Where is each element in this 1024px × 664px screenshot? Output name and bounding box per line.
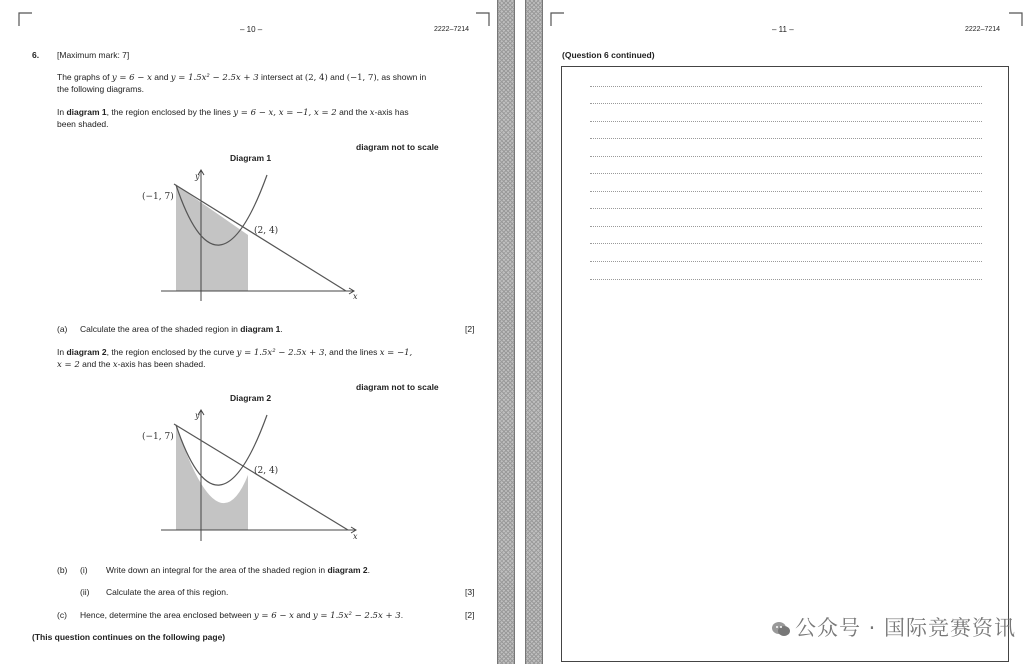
answer-line[interactable] (590, 156, 982, 157)
page-gutter-right (525, 0, 543, 664)
question-continued-label: (Question 6 continued) (562, 50, 655, 60)
diagram2-figure (136, 405, 368, 545)
answer-line[interactable] (590, 138, 982, 139)
diagram2-axis-label-y: y (195, 411, 200, 420)
paper-code: 2222–7214 (434, 26, 470, 33)
diagram1-title: Diagram 1 (230, 153, 272, 163)
not-to-scale-note-2: diagram not to scale (356, 382, 439, 392)
answer-line[interactable] (590, 243, 982, 244)
part-b-ii-label: (ii) (80, 587, 90, 597)
diagram1-label-point-b: (2, 4) (254, 226, 279, 236)
left-exam-page (0, 0, 496, 664)
crop-mark-top-left (18, 12, 32, 26)
page-gutter-left (497, 0, 515, 664)
diagram1-description: In diagram 1, the region enclosed by the lines y = 6 − x, x = −1, x = 2 and the x-axis has been shaded. (57, 107, 409, 129)
answer-line[interactable] (590, 121, 982, 122)
part-b-i-label: (i) (80, 565, 88, 575)
answer-line[interactable] (590, 86, 982, 87)
diagram2-title: Diagram 2 (230, 393, 272, 403)
part-a-marks: [2] (465, 324, 475, 334)
page-number: – 10 – (240, 25, 263, 34)
answer-line[interactable] (590, 173, 982, 174)
diagram2-axis-label-x: x (353, 532, 358, 541)
wechat-icon (771, 618, 791, 634)
diagram1-axis-label-x: x (353, 292, 358, 301)
watermark: 公众号 · 国际竞赛资讯 (771, 612, 1016, 642)
answer-line[interactable] (590, 208, 982, 209)
answer-line[interactable] (590, 279, 982, 280)
part-b-marks: [3] (465, 587, 475, 597)
page-number-right: – 11 – (772, 25, 794, 34)
diagram2-label-point-a: (−1, 7) (142, 432, 174, 442)
part-b-ii-question: Calculate the area of this region. (106, 587, 229, 597)
answer-line[interactable] (590, 261, 982, 262)
part-a-label: (a) (57, 324, 68, 334)
diagram1-label-point-a: (−1, 7) (142, 192, 174, 202)
not-to-scale-note-1: diagram not to scale (356, 142, 439, 152)
part-b-label: (b) (57, 565, 68, 575)
part-b-i-question: Write down an integral for the area of the shaded region in diagram 2. (106, 565, 370, 575)
answer-line[interactable] (590, 191, 982, 192)
intro-paragraph: The graphs of y = 6 − x and y = 1.5x² − 2.5x + 3 intersect at (2, 4) and (−1, 7), as shown in the following diagrams. (57, 72, 427, 94)
answer-line[interactable] (590, 226, 982, 227)
diagram1-figure (136, 165, 368, 305)
diagram2-shaded-region (176, 425, 248, 530)
part-c-label: (c) (57, 610, 67, 620)
paper-code-right: 2222–7214 (965, 26, 1001, 33)
diagram1-shaded-region (176, 185, 248, 291)
diagram1-axis-label-y: y (195, 172, 200, 181)
answer-line[interactable] (590, 103, 982, 104)
crop-mark-top-right-right-page (1009, 12, 1023, 26)
crop-mark-top-right (476, 12, 490, 26)
diagram2-label-point-b: (2, 4) (254, 466, 279, 476)
part-c-question: Hence, determine the area enclosed between y = 6 − x and y = 1.5x² − 2.5x + 3. (80, 610, 404, 621)
diagram2-description: In diagram 2, the region enclosed by the curve y = 1.5x² − 2.5x + 3, and the lines x = −1, x = 2 and the x-axis has been shaded. (57, 347, 413, 370)
question-number: 6. (32, 50, 40, 60)
part-c-marks: [2] (465, 610, 475, 620)
max-mark: [Maximum mark: 7] (57, 50, 130, 60)
crop-mark-top-left-right-page (550, 12, 564, 26)
continues-footer: (This question continues on the following page) (32, 632, 226, 642)
part-a-question: Calculate the area of the shaded region in diagram 1. (80, 324, 283, 334)
